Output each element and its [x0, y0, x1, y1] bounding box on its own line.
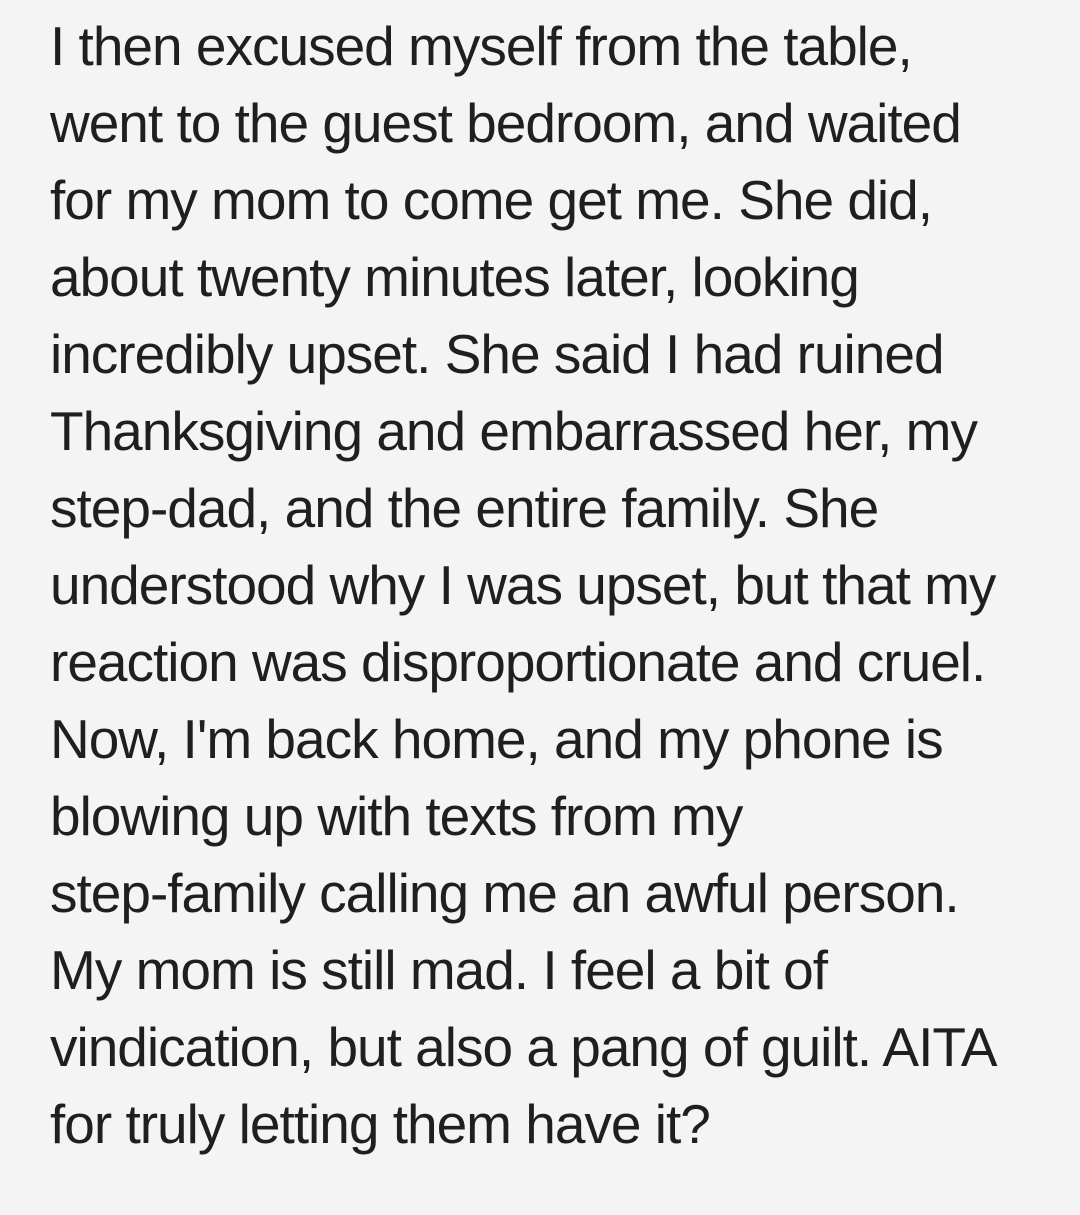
- text-line: My mom is still mad. I feel a bit of: [50, 939, 827, 1001]
- text-line: went to the guest bedroom, and waited: [50, 92, 961, 154]
- text-line: for my mom to come get me. She did,: [50, 169, 933, 231]
- text-line: step-dad, and the entire family. She: [50, 477, 879, 539]
- text-line: I then excused myself from the table,: [50, 15, 912, 77]
- text-line: reaction was disproportionate and cruel.: [50, 631, 986, 693]
- text-line: about twenty minutes later, looking: [50, 246, 859, 308]
- text-line: Now, I'm back home, and my phone is: [50, 708, 943, 770]
- text-line: vindication, but also a pang of guilt. AITA: [50, 1016, 997, 1078]
- text-line: step-family calling me an awful person.: [50, 862, 959, 924]
- text-line: incredibly upset. She said I had ruined: [50, 323, 944, 385]
- text-line: Thanksgiving and embarrassed her, my: [50, 400, 977, 462]
- text-line: blowing up with texts from my: [50, 785, 743, 847]
- text-line: understood why I was upset, but that my: [50, 554, 996, 616]
- text-line: for truly letting them have it?: [50, 1093, 710, 1155]
